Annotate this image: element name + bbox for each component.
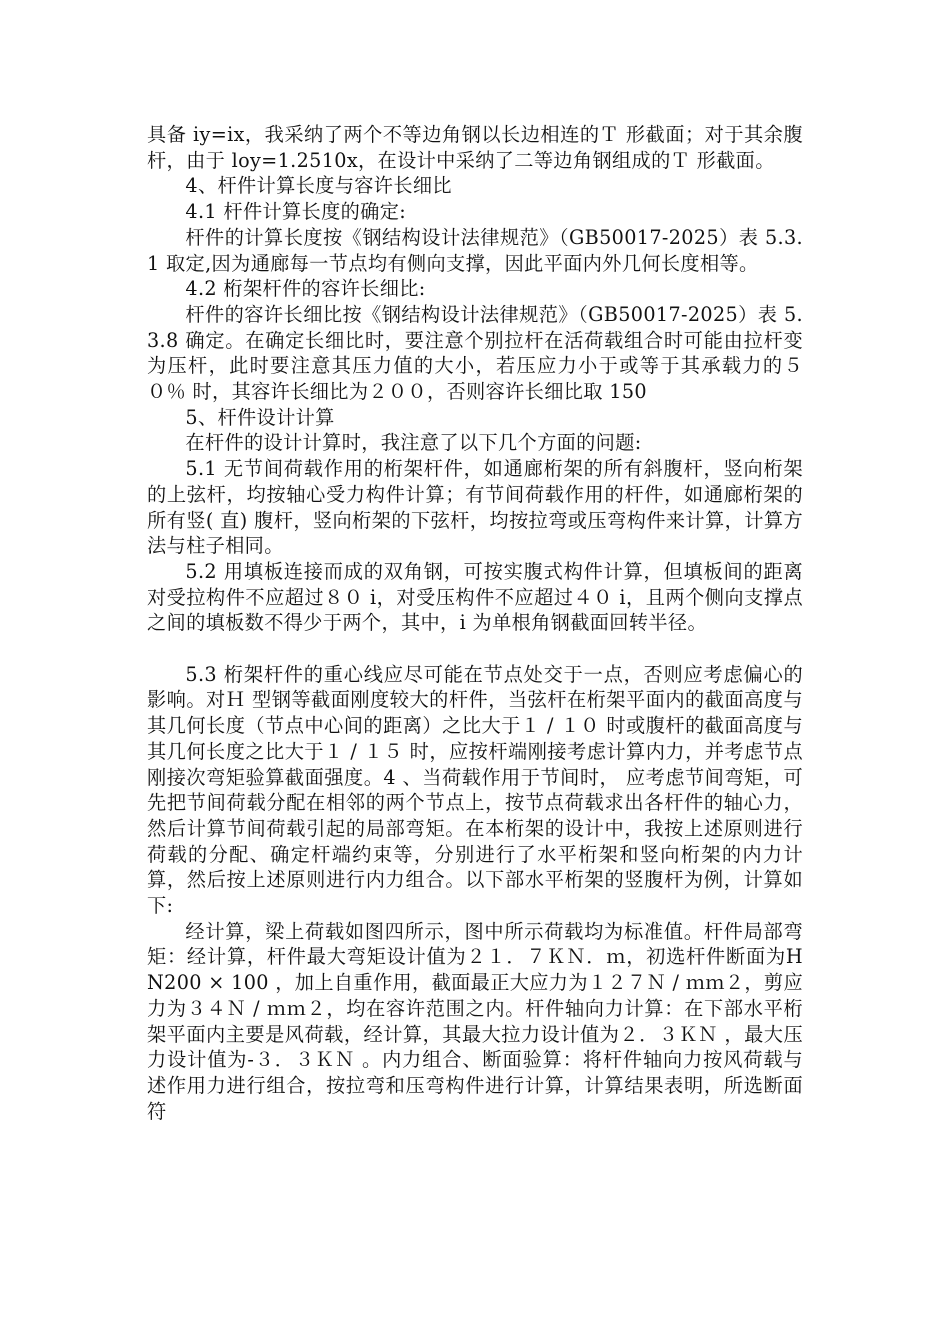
paragraph-section-5-2: 5.2 用填板连接而成的双角钢，可按实腹式构件计算，但填板间的距离对受拉构件不应超过８０ i，对受压构件不应超过４０ i，且两个侧向支撑点之间的填板数不得少于两个，其中，i 为单根角钢截面回转半径。 xyxy=(147,559,803,635)
paragraph-section-5-intro: 在杆件的设计计算时，我注意了以下几个方面的问题: xyxy=(185,431,642,455)
heading-section-4-2: 4.2 桁架杆件的容许长细比: xyxy=(185,277,426,301)
document-page xyxy=(147,122,803,1124)
heading-section-4-1: 4.1 杆件计算长度的确定: xyxy=(185,200,407,224)
paragraph-section-4-1: 杆件的计算长度按《钢结构设计法律规范》（GB50017-2025）表 5.3.1 取定,因为通廊每一节点均有侧向支撑，因此平面内外几何长度相等。 xyxy=(147,225,803,275)
heading-section-4: 4、杆件计算长度与容许长细比 xyxy=(185,174,452,198)
heading-section-5: 5、杆件设计计算 xyxy=(185,405,335,429)
paragraph-calculation: 经计算，梁上荷载如图四所示，图中所示荷载均为标准值。杆件局部弯矩：经计算，杆件最大弯矩设计值为２１．７ＫＮ．ｍ，初选杆件断面为HN200 × 100 ，加上自重作用，截面最正大应力为１２７Ｎ / ｍｍ２，剪应力为３４Ｎ / ｍｍ２，均在容许范围之内。杆件轴向力计算：在下部水平桁架平面内主要是风荷载，经计算，其最大拉力设计值为２．３ＫＮ ，最大压力设计值为-３．３ＫＮ 。内力组合、断面验算：将杆件轴向力按风荷载与述作用力进行组合，按拉弯和压弯构件进行计算，计算结果表明，所选断面符 xyxy=(147,919,803,1123)
paragraph-section-5-3: 5.3 桁架杆件的重心线应尽可能在节点处交于一点，否则应考虑偏心的影响。对Ｈ 型钢等截面刚度较大的杆件，当弦杆在桁架平面内的截面高度与其几何长度（节点中心间的距离）之比大于１ / １０ 时或腹杆的截面高度与其几何长度之比大于１ / １５ 时，应按杆端刚接考虑计算内力，并考虑节点刚接次弯矩验算截面强度。4 、当荷载作用于节间时， 应考虑节间弯矩，可先把节间荷载分配在相邻的两个节点上，按节点荷载求出各杆件的轴心力， 然后计算节间荷载引起的局部弯矩。在本桁架的设计中，我按上述原则进行荷载的分配、确定杆端约束等，分别进行了水平桁架和竖向桁架的内力计算，然后按上述原则进行内力组合。以下部水平桁架的竖腹杆为例，计算如下: xyxy=(147,662,803,918)
paragraph-section-5-1: 5.1 无节间荷载作用的桁架杆件，如通廊桁架的所有斜腹杆，竖向桁架的上弦杆，均按轴心受力构件计算；有节间荷载作用的杆件，如通廊桁架的所有竖( 直) 腹杆，竖向桁架的下弦杆，均按拉弯或压弯构件来计算，计算方法与柱子相同。 xyxy=(147,457,803,558)
blank-line xyxy=(147,636,803,662)
paragraph-intro-continuation: 具备 iy=ix，我采纳了两个不等边角钢以长边相连的Ｔ 形截面；对于其余腹杆，由于 loy=1.2510x，在设计中采纳了二等边角钢组成的Ｔ 形截面。 xyxy=(147,123,803,172)
paragraph-section-4-2: 杆件的容许长细比按《钢结构设计法律规范》（GB50017-2025）表 5.3.8 确定。在确定长细比时，要注意个别拉杆在活荷载组合时可能由拉杆变为压杆，此时要注意其压力值的大小，若压应力小于或等于其承载力的５０％ 时，其容许长细比为２００，否则容许长细比取 150 xyxy=(147,302,803,404)
